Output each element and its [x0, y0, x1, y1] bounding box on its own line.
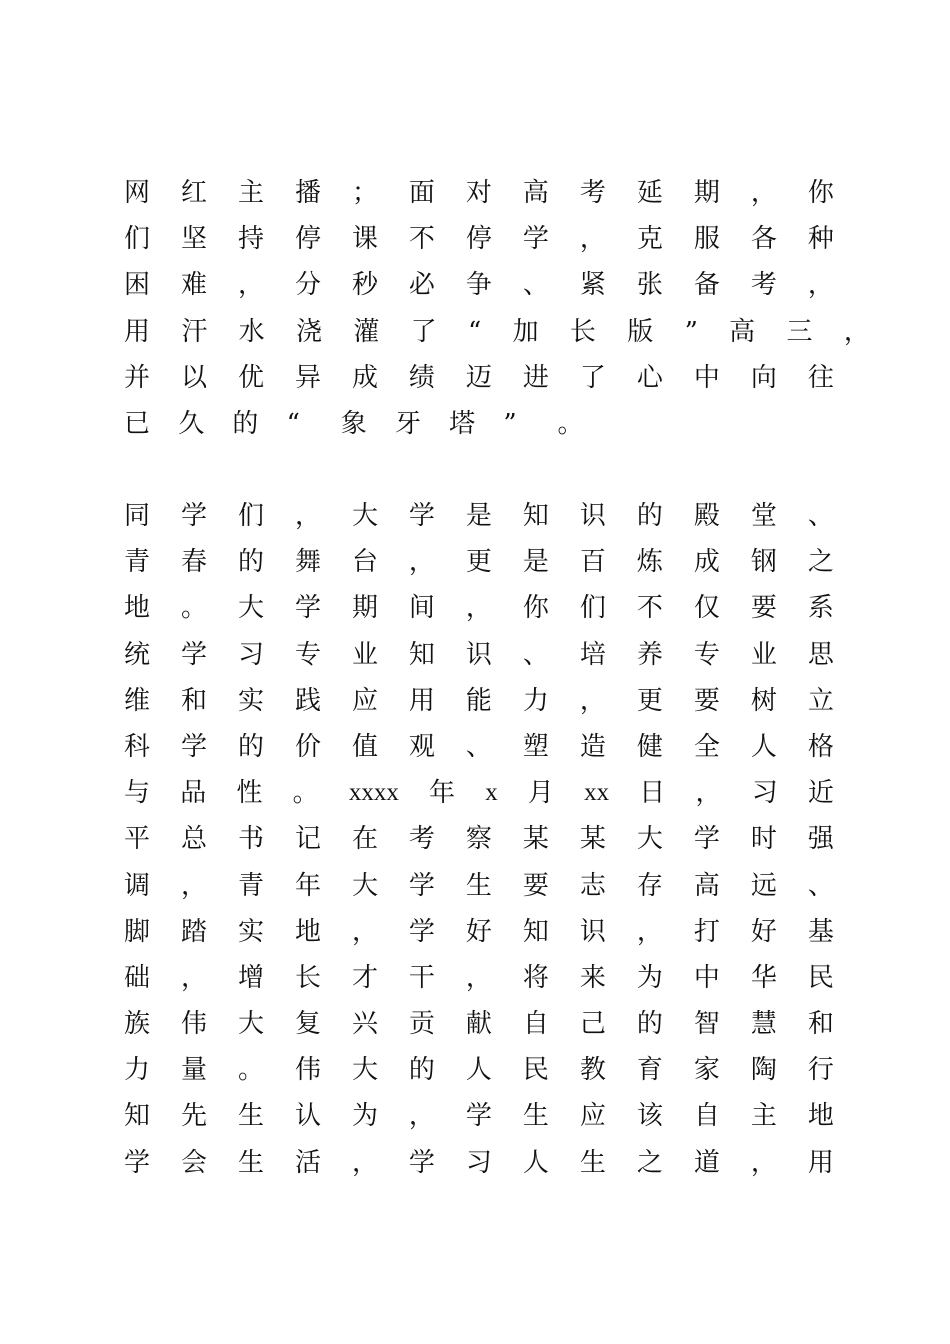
- text-char: ，: [636, 916, 663, 947]
- text-char: 之: [636, 1147, 663, 1178]
- text-char: 停: [294, 224, 321, 255]
- text-char: 考: [750, 270, 777, 301]
- text-char: 生: [237, 1147, 264, 1178]
- text-char: 实: [237, 916, 264, 947]
- text-char: 与: [124, 778, 151, 809]
- text-char: 种: [807, 224, 834, 255]
- text-char: 大: [351, 1055, 378, 1086]
- text-char: 会: [180, 1147, 207, 1178]
- text-char: 习: [237, 639, 264, 670]
- text-char: 紧: [579, 270, 606, 301]
- text-char: 年: [294, 870, 321, 901]
- text-char: 献: [465, 1009, 492, 1040]
- text-char: 践: [294, 685, 321, 716]
- text-char: 学: [408, 916, 435, 947]
- text-char: 并: [124, 362, 151, 393]
- text-char: 大: [636, 824, 663, 855]
- text-char: 学: [180, 501, 207, 531]
- text-char: 月: [527, 778, 554, 809]
- text-char: 。: [237, 1055, 264, 1086]
- text-char: 值: [351, 731, 378, 762]
- text-char: 专: [693, 639, 720, 670]
- text-char: 成: [693, 547, 720, 578]
- text-line: [124, 216, 834, 262]
- text-line: [124, 1047, 834, 1093]
- text-char: 是: [522, 547, 549, 578]
- text-char: 要: [522, 870, 549, 901]
- text-char: 地: [807, 1101, 834, 1132]
- text-char: 主: [237, 178, 264, 208]
- text-char: 。: [292, 778, 319, 809]
- text-char: 大: [237, 593, 264, 624]
- text-char: 系: [807, 593, 834, 624]
- text-char: 好: [465, 916, 492, 947]
- text-char: ，: [237, 270, 264, 301]
- text-char: 平: [124, 824, 151, 855]
- text-line: [124, 816, 834, 862]
- text-char: 高: [729, 316, 756, 347]
- text-char: 版: [627, 316, 654, 347]
- text-char: 造: [579, 731, 606, 762]
- text-char: 学: [408, 501, 435, 531]
- text-char: 伟: [294, 1055, 321, 1086]
- text-char: 了: [410, 316, 437, 347]
- text-char: ；: [351, 178, 378, 208]
- text-char: 该: [636, 1101, 663, 1132]
- text-line: [124, 1093, 834, 1139]
- text-char: 生: [579, 1147, 606, 1178]
- text-char: 调: [124, 870, 151, 901]
- text-line: [124, 585, 834, 631]
- text-line: [124, 493, 834, 539]
- text-char: 复: [294, 1009, 321, 1040]
- text-char: 脚: [124, 916, 151, 947]
- text-char: 备: [693, 270, 720, 301]
- text-char: ，: [750, 1147, 777, 1178]
- text-char: 不: [636, 593, 663, 624]
- text-char: 青: [124, 547, 151, 578]
- text-char: ，: [750, 178, 777, 208]
- text-char: 已: [124, 408, 151, 439]
- text-char: 行: [807, 1055, 834, 1086]
- text-char: 育: [636, 1055, 663, 1086]
- text-char: 们: [579, 593, 606, 624]
- text-char: 时: [750, 824, 777, 855]
- text-char: xx: [584, 779, 610, 807]
- text-char: 的: [636, 501, 663, 531]
- text-char: 期: [351, 593, 378, 624]
- text-line: [124, 1001, 834, 1047]
- text-char: 百: [579, 547, 606, 578]
- text-char: 某: [579, 824, 606, 855]
- text-char: 学: [465, 1101, 492, 1132]
- text-char: 大: [351, 870, 378, 901]
- text-char: 应: [351, 685, 378, 716]
- text-char: ，: [180, 962, 207, 993]
- text-char: ”: [684, 316, 698, 347]
- text-line: [124, 863, 834, 909]
- text-char: 年: [429, 778, 456, 809]
- text-char: 基: [807, 916, 834, 947]
- text-char: 认: [294, 1101, 321, 1132]
- text-char: 了: [579, 362, 606, 393]
- text-char: ，: [351, 916, 378, 947]
- text-char: 期: [693, 178, 720, 208]
- text-char: 先: [180, 1101, 207, 1132]
- text-char: 服: [693, 224, 720, 255]
- text-char: 力: [124, 1055, 151, 1086]
- text-char: 汗: [181, 316, 208, 347]
- text-char: 远: [750, 870, 777, 901]
- text-char: 加: [512, 316, 539, 347]
- text-char: 某: [522, 824, 549, 855]
- text-line: [124, 262, 834, 308]
- text-char: 强: [807, 824, 834, 855]
- text-char: 迈: [465, 362, 492, 393]
- text-char: 、: [465, 731, 492, 762]
- text-char: 炼: [636, 547, 663, 578]
- text-char: 用: [807, 1147, 834, 1178]
- text-char: 总: [180, 824, 207, 855]
- text-char: 知: [522, 916, 549, 947]
- text-char: 识: [579, 916, 606, 947]
- text-char: 同: [124, 501, 151, 531]
- text-char: 学: [693, 824, 720, 855]
- text-char: 记: [294, 824, 321, 855]
- text-char: 能: [465, 685, 492, 716]
- text-char: 牙: [394, 408, 421, 439]
- text-char: 以: [180, 362, 207, 393]
- text-char: 间: [408, 593, 435, 624]
- text-char: ，: [807, 270, 834, 301]
- text-char: 、: [522, 270, 549, 301]
- text-char: 的: [636, 1009, 663, 1040]
- text-char: 智: [693, 1009, 720, 1040]
- text-char: 学: [294, 593, 321, 624]
- text-char: 存: [636, 870, 663, 901]
- text-char: 地: [124, 593, 151, 624]
- text-char: 秒: [351, 270, 378, 301]
- text-char: 往: [807, 362, 834, 393]
- text-char: 陶: [750, 1055, 777, 1086]
- text-char: 塔: [449, 408, 476, 439]
- text-char: 知: [522, 501, 549, 531]
- text-char: 人: [750, 731, 777, 762]
- text-char: 思: [807, 639, 834, 670]
- text-char: 要: [750, 593, 777, 624]
- text-char: 学: [180, 639, 207, 670]
- text-char: 课: [351, 224, 378, 255]
- text-char: 考: [579, 178, 606, 208]
- text-char: 专: [294, 639, 321, 670]
- text-char: ，: [408, 1101, 435, 1132]
- text-char: 学: [522, 224, 549, 255]
- text-char: 量: [180, 1055, 207, 1086]
- text-char: 习: [751, 778, 778, 809]
- text-char: 象: [340, 408, 367, 439]
- text-char: 台: [351, 547, 378, 578]
- text-char: 贡: [408, 1009, 435, 1040]
- text-char: 之: [807, 547, 834, 578]
- text-char: 坚: [180, 224, 207, 255]
- text-char: 进: [522, 362, 549, 393]
- text-char: 生: [522, 1101, 549, 1132]
- text-char: 的: [232, 408, 259, 439]
- text-char: ，: [180, 870, 207, 901]
- text-char: 踏: [180, 916, 207, 947]
- text-char: 用: [408, 685, 435, 716]
- text-char: 水: [238, 316, 265, 347]
- text-char: 争: [465, 270, 492, 301]
- text-char: 高: [693, 870, 720, 901]
- text-char: 仅: [693, 593, 720, 624]
- text-char: “: [286, 408, 300, 439]
- text-char: 识: [579, 501, 606, 531]
- text-char: 自: [693, 1101, 720, 1132]
- text-char: 考: [408, 824, 435, 855]
- text-char: 日: [639, 778, 666, 809]
- text-char: 知: [124, 1101, 151, 1132]
- text-char: 自: [522, 1009, 549, 1040]
- text-char: 克: [636, 224, 663, 255]
- text-line: [124, 909, 834, 955]
- text-char: 品: [180, 778, 207, 809]
- text-char: 大: [351, 501, 378, 531]
- text-char: 地: [294, 916, 321, 947]
- text-char: ，: [579, 685, 606, 716]
- text-char: 网: [124, 178, 151, 208]
- text-char: 的: [237, 547, 264, 578]
- text-char: ，: [843, 316, 870, 347]
- text-char: 停: [465, 224, 492, 255]
- text-line: [124, 539, 834, 585]
- text-char: 人: [522, 1147, 549, 1178]
- text-char: 和: [180, 685, 207, 716]
- text-char: 们: [124, 224, 151, 255]
- text-char: 好: [750, 916, 777, 947]
- text-char: ，: [465, 593, 492, 624]
- text-char: 族: [124, 1009, 151, 1040]
- text-char: 向: [750, 362, 777, 393]
- text-char: 堂: [750, 501, 777, 531]
- text-char: 础: [124, 962, 151, 993]
- text-line: [124, 1140, 834, 1186]
- text-char: 难: [180, 270, 207, 301]
- text-char: 是: [465, 501, 492, 531]
- text-char: 中: [693, 362, 720, 393]
- text-char: 民: [522, 1055, 549, 1086]
- text-char: 中: [693, 962, 720, 993]
- text-char: 养: [636, 639, 663, 670]
- text-char: 干: [408, 962, 435, 993]
- text-char: 面: [408, 178, 435, 208]
- text-char: 殿: [693, 501, 720, 531]
- text-char: 识: [465, 639, 492, 670]
- text-char: ，: [465, 962, 492, 993]
- text-char: 。: [557, 408, 584, 439]
- text-char: 己: [579, 1009, 606, 1040]
- text-char: x: [485, 779, 498, 807]
- text-char: 对: [465, 178, 492, 208]
- text-char: 你: [522, 593, 549, 624]
- text-char: 生: [465, 870, 492, 901]
- text-char: 长: [569, 316, 596, 347]
- text-char: ，: [294, 501, 321, 531]
- text-char: 分: [294, 270, 321, 301]
- text-char: xxxx: [348, 779, 399, 807]
- text-char: 必: [408, 270, 435, 301]
- text-char: 察: [465, 824, 492, 855]
- text-char: 你: [807, 178, 834, 208]
- text-line: [124, 770, 834, 816]
- text-char: 更: [636, 685, 663, 716]
- text-char: 、: [807, 870, 834, 901]
- text-char: 红: [180, 178, 207, 208]
- text-char: 健: [636, 731, 663, 762]
- paragraph-1: [124, 170, 870, 447]
- text-char: 更: [465, 547, 492, 578]
- text-char: 民: [807, 962, 834, 993]
- text-char: 志: [579, 870, 606, 901]
- text-char: 树: [750, 685, 777, 716]
- text-char: 优: [237, 362, 264, 393]
- text-char: 增: [237, 962, 264, 993]
- text-char: 张: [636, 270, 663, 301]
- text-char: 春: [180, 547, 207, 578]
- text-char: 不: [408, 224, 435, 255]
- text-char: 主: [750, 1101, 777, 1132]
- text-line: [124, 309, 870, 355]
- text-char: 绩: [408, 362, 435, 393]
- text-char: 应: [579, 1101, 606, 1132]
- text-char: 力: [522, 685, 549, 716]
- text-char: 为: [351, 1101, 378, 1132]
- text-char: 青: [237, 870, 264, 901]
- text-char: “: [467, 316, 482, 347]
- text-char: 的: [408, 1055, 435, 1086]
- text-char: 在: [351, 824, 378, 855]
- text-char: 的: [237, 731, 264, 762]
- text-char: 知: [408, 639, 435, 670]
- text-line: [124, 632, 834, 678]
- text-char: 。: [180, 593, 207, 624]
- text-char: 久: [178, 408, 205, 439]
- text-char: 业: [750, 639, 777, 670]
- text-char: 性: [236, 778, 263, 809]
- text-char: 学: [408, 1147, 435, 1178]
- text-char: 浇: [295, 316, 322, 347]
- text-char: 书: [237, 824, 264, 855]
- text-char: 持: [237, 224, 264, 255]
- text-char: 学: [124, 1147, 151, 1178]
- text-char: 各: [750, 224, 777, 255]
- text-char: 困: [124, 270, 151, 301]
- text-line: [124, 724, 834, 770]
- text-char: 兴: [351, 1009, 378, 1040]
- text-char: 高: [522, 178, 549, 208]
- text-line: [124, 170, 834, 216]
- text-char: 生: [237, 1101, 264, 1132]
- text-char: ”: [503, 408, 517, 439]
- text-char: 近: [807, 778, 834, 809]
- text-char: 家: [693, 1055, 720, 1086]
- text-char: ，: [695, 778, 722, 809]
- text-char: 将: [522, 962, 549, 993]
- text-char: 立: [807, 685, 834, 716]
- text-char: 慧: [750, 1009, 777, 1040]
- text-line: [124, 678, 834, 724]
- text-char: 价: [294, 731, 321, 762]
- text-line: [124, 955, 834, 1001]
- paragraph-2: [124, 493, 834, 1186]
- text-char: 伟: [180, 1009, 207, 1040]
- text-char: 长: [294, 962, 321, 993]
- text-line: [124, 355, 834, 401]
- text-char: 业: [351, 639, 378, 670]
- text-char: 延: [636, 178, 663, 208]
- text-char: 科: [124, 731, 151, 762]
- text-line: [124, 401, 834, 447]
- text-char: 全: [693, 731, 720, 762]
- text-char: 和: [807, 1009, 834, 1040]
- text-char: 观: [408, 731, 435, 762]
- text-char: 们: [237, 501, 264, 531]
- text-char: 钢: [750, 547, 777, 578]
- text-char: 格: [807, 731, 834, 762]
- text-char: 打: [693, 916, 720, 947]
- text-char: 习: [465, 1147, 492, 1178]
- text-char: ，: [351, 1147, 378, 1178]
- text-char: 、: [522, 639, 549, 670]
- text-char: 来: [579, 962, 606, 993]
- text-char: 大: [237, 1009, 264, 1040]
- text-char: 塑: [522, 731, 549, 762]
- text-char: 教: [579, 1055, 606, 1086]
- text-char: 实: [237, 685, 264, 716]
- text-char: 培: [579, 639, 606, 670]
- text-char: 为: [636, 962, 663, 993]
- text-char: 学: [180, 731, 207, 762]
- text-char: 华: [750, 962, 777, 993]
- text-char: 成: [351, 362, 378, 393]
- text-char: 道: [693, 1147, 720, 1178]
- text-char: 异: [294, 362, 321, 393]
- text-char: 灌: [353, 316, 380, 347]
- text-char: 、: [807, 501, 834, 531]
- text-char: ，: [579, 224, 606, 255]
- text-char: 活: [294, 1147, 321, 1178]
- text-char: 才: [351, 962, 378, 993]
- text-char: 学: [408, 870, 435, 901]
- text-char: ，: [408, 547, 435, 578]
- text-char: 人: [465, 1055, 492, 1086]
- text-char: 心: [636, 362, 663, 393]
- text-char: 舞: [294, 547, 321, 578]
- text-char: 维: [124, 685, 151, 716]
- text-char: 要: [693, 685, 720, 716]
- text-char: 三: [786, 316, 813, 347]
- text-char: 播: [294, 178, 321, 208]
- text-char: 用: [124, 316, 151, 347]
- text-char: 统: [124, 639, 151, 670]
